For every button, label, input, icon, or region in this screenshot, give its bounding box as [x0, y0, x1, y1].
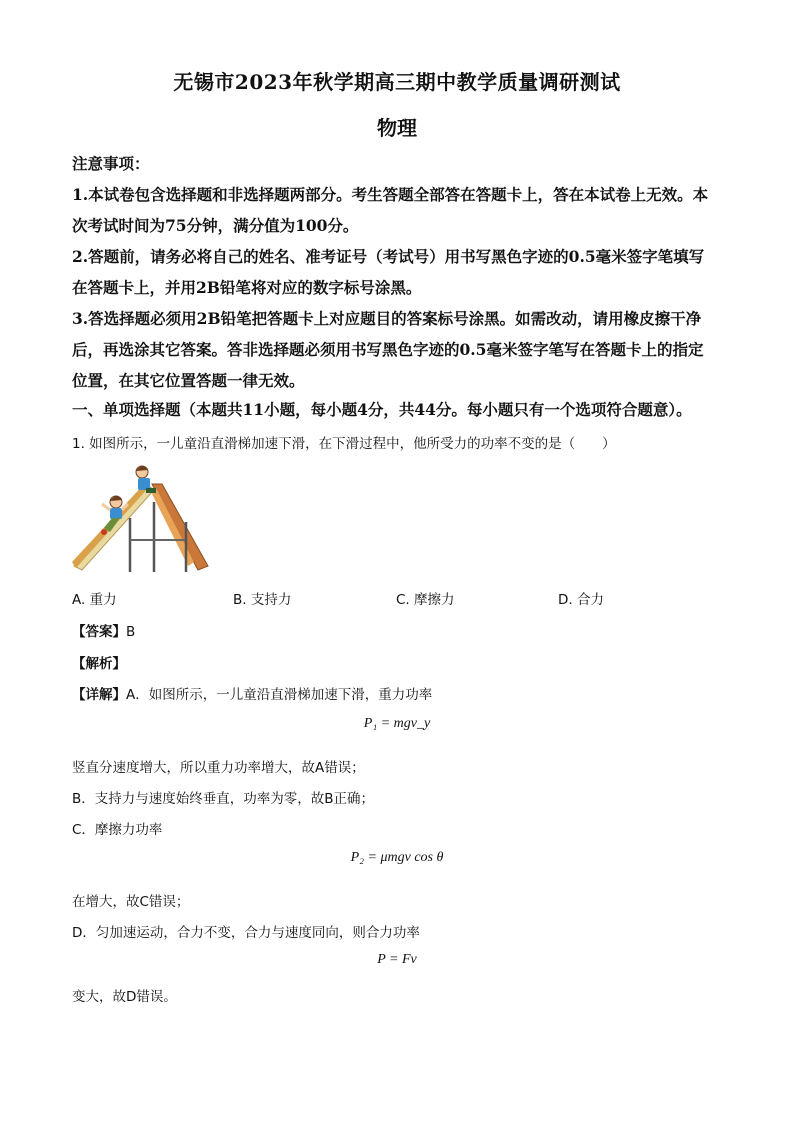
detail-line-b: B．支持力与速度始终垂直，功率为零，故B正确； [72, 791, 375, 807]
exam-title: 无锡市2023年秋学期高三期中教学质量调研测试 [173, 70, 621, 94]
answer-label: 【答案】 [72, 624, 126, 640]
formula-a: P₁ = mgv_y [363, 716, 431, 731]
answer-value: B [126, 624, 136, 640]
detail-after-c: 在增大，故C错误； [72, 894, 190, 910]
notice-item-2-line-2: 在答题卡上，并用2B铅笔将对应的数字标号涂黑。 [72, 278, 422, 297]
formula-c: P₂ = μmgv cos θ [350, 850, 444, 865]
question-stem: 1. 如图所示，一儿童沿直滑梯加速下滑，在下滑过程中，他所受力的功率不变的是（ ） [72, 436, 616, 452]
option-b: B. 支持力 [233, 592, 292, 608]
notice-item-3-line-2: 后，再选涂其它答案。答非选择题必须用书写黑色字迹的0.5毫米签字笔写在答题卡上的指定 [72, 340, 704, 359]
notice-item-3-line-1: 3.答选择题必须用2B铅笔把答题卡上对应题目的答案标号涂黑。如需改动，请用橡皮擦干净 [72, 309, 702, 328]
subject-title: 物理 [377, 116, 417, 140]
notice-item-2-line-1: 2.答题前，请务必将自己的姓名、准考证号（考试号）用书写黑色字迹的0.5毫米签字笔填写 [72, 247, 705, 266]
option-d: D. 合力 [558, 592, 604, 608]
child-body [110, 508, 122, 519]
notice-heading: 注意事项： [72, 154, 150, 173]
notice-item-3-line-3: 位置，在其它位置答题一律无效。 [72, 371, 305, 390]
answer-line [72, 620, 732, 640]
detail-line-c: C．摩擦力功率 [72, 822, 163, 838]
notice-item-1-line-2: 次考试时间为75分钟，满分值为100分。 [72, 216, 359, 235]
detail-after-d: 变大，故D错误。 [72, 989, 177, 1005]
option-c: C. 摩擦力 [396, 592, 455, 608]
child-shoe [101, 529, 107, 535]
formula-d: P = Fv [377, 952, 417, 967]
detail-a-text: A．如图所示，一儿童沿直滑梯加速下滑，重力功率 [126, 687, 433, 703]
detail-line-d: D．匀加速运动，合力不变，合力与速度同向，则合力功率 [72, 925, 420, 941]
option-a: A. 重力 [72, 592, 117, 608]
detail-label: 【详解】 [72, 687, 126, 703]
slide-roof-inner [152, 488, 194, 566]
detail-line-a [72, 683, 732, 703]
notice-item-1-line-1: 1.本试卷包含选择题和非选择题两部分。考生答题全部答在答题卡上，答在本试卷上无效。本 [72, 185, 709, 204]
slide-illustration [70, 462, 214, 574]
child-arm [102, 504, 110, 510]
section-heading: 一、单项选择题（本题共11小题，每小题4分，共44分。每小题只有一个选项符合题意）。 [72, 400, 692, 419]
detail-after-a: 竖直分速度增大，所以重力功率增大，故A错误； [72, 760, 365, 776]
child-legs [146, 488, 156, 493]
analysis-label: 【解析】 [72, 656, 126, 672]
